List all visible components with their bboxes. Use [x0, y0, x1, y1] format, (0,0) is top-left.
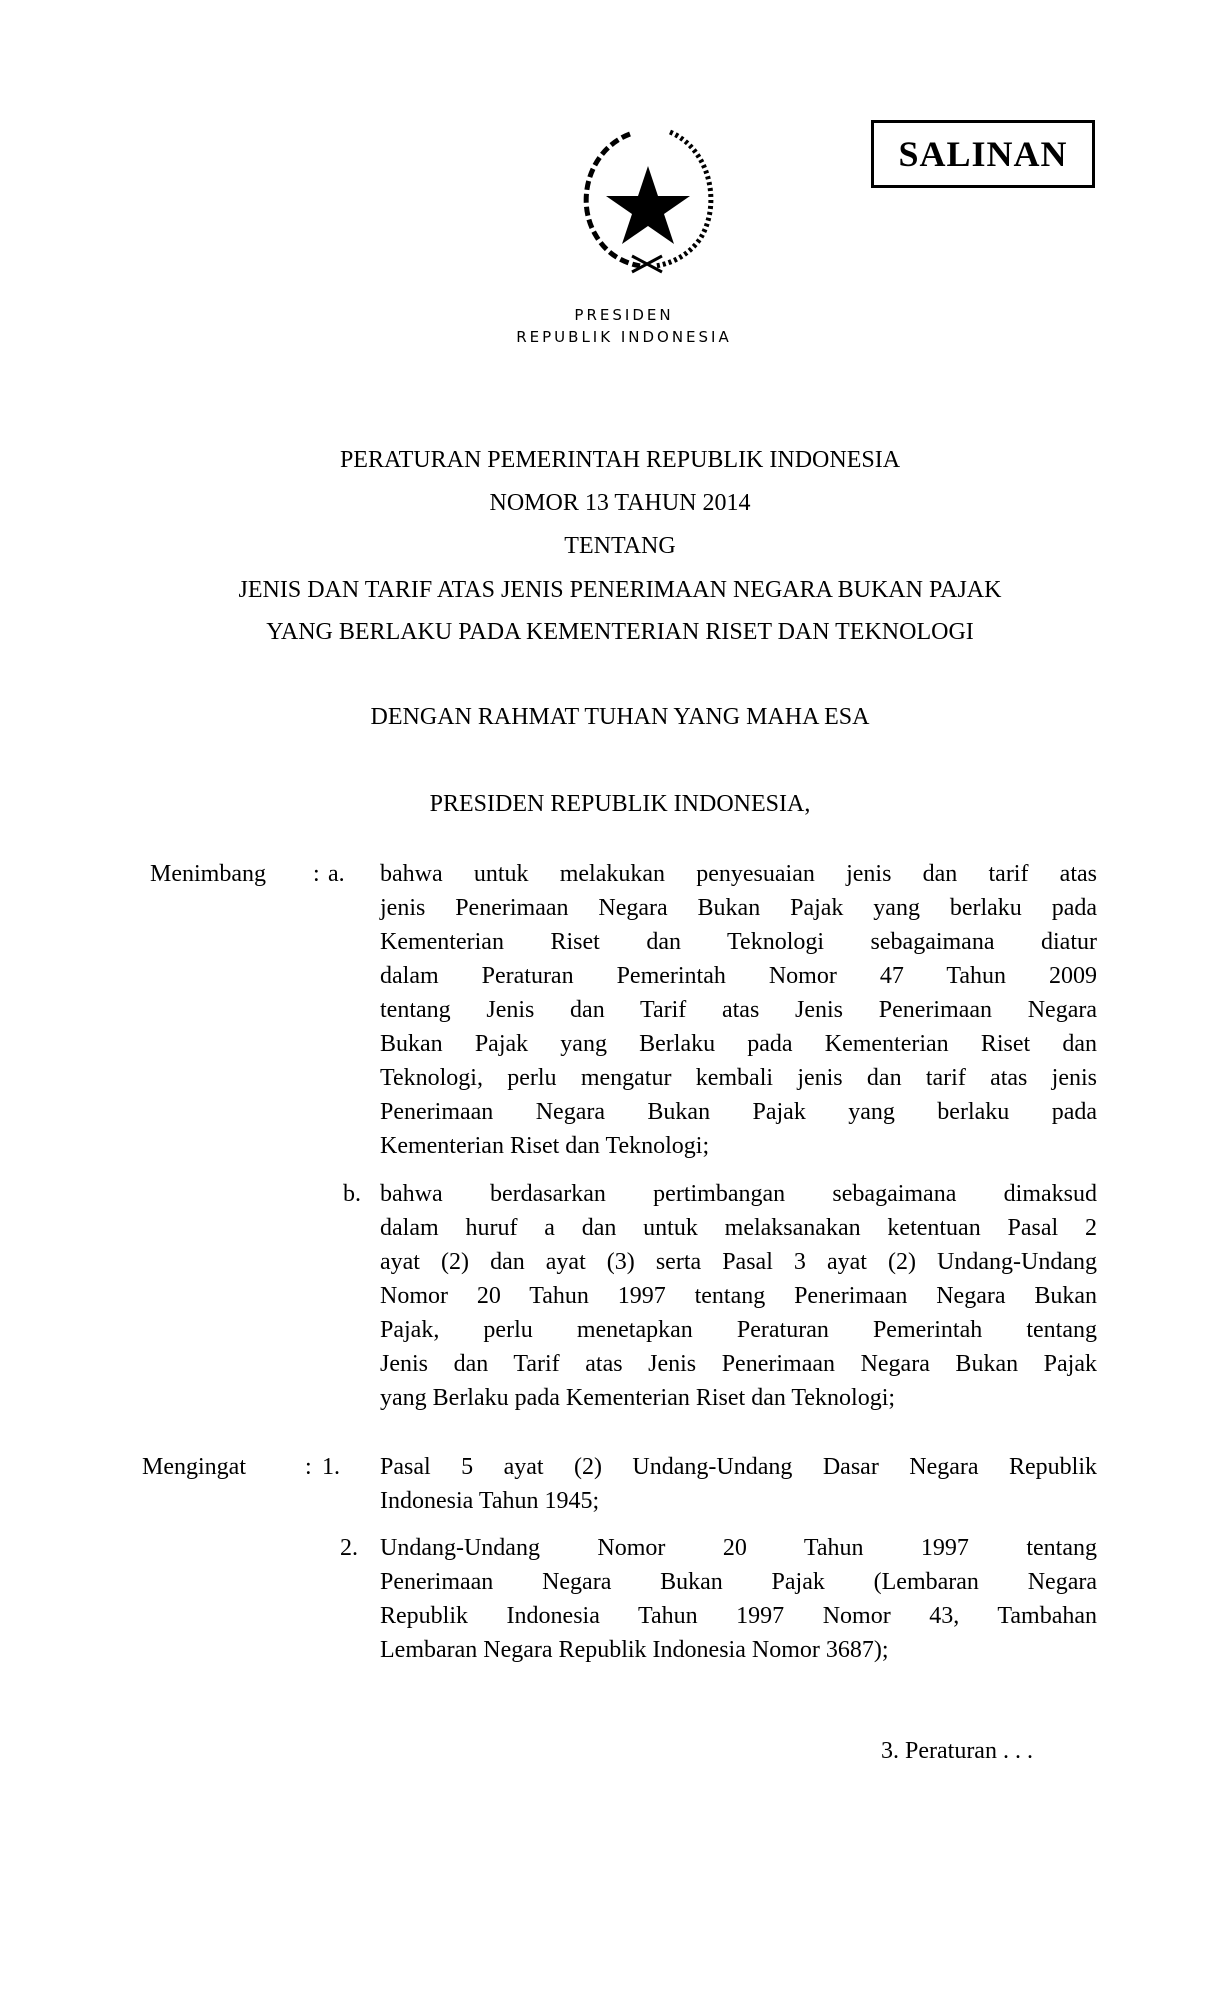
text-line: bahwa berdasarkan pertimbangan sebagaimana dimaksud — [380, 1181, 1097, 1207]
text-line: Teknologi, perlu mengatur kembali jenis dan tarif atas jenis — [380, 1065, 1097, 1091]
garuda-emblem-icon — [570, 124, 726, 274]
item-marker: a. — [328, 861, 345, 887]
text-line: ayat (2) dan ayat (3) serta Pasal 3 ayat (2) Undang-Undang — [380, 1249, 1097, 1275]
mengingat-label: Mengingat — [142, 1454, 246, 1480]
text-line: tentang Jenis dan Tarif atas Jenis Penerimaan Negara — [380, 997, 1097, 1023]
title-line: NOMOR 13 TAHUN 2014 — [489, 490, 751, 516]
text-line: Kementerian Riset dan Teknologi sebagaimana diatur — [380, 929, 1097, 955]
item-marker: 2. — [340, 1535, 358, 1561]
text-line: Republik Indonesia Tahun 1997 Nomor 43, Tambahan — [380, 1603, 1097, 1629]
menimbang-colon: : — [313, 861, 320, 887]
item-marker: b. — [343, 1181, 361, 1207]
letterhead-line-1: PRESIDEN — [574, 306, 674, 324]
mengingat-colon: : — [305, 1454, 312, 1480]
item-marker: 1. — [322, 1454, 340, 1480]
page-continuation: 3. Peraturan . . . — [881, 1738, 1033, 1764]
text-line: bahwa untuk melakukan penyesuaian jenis dan tarif atas — [380, 861, 1097, 887]
title-line: PERATURAN PEMERINTAH REPUBLIK INDONESIA — [339, 447, 901, 473]
text-line: Jenis dan Tarif atas Jenis Penerimaan Negara Bukan Pajak — [380, 1351, 1097, 1377]
president-heading: PRESIDEN REPUBLIK INDONESIA, — [429, 791, 811, 817]
text-line: Penerimaan Negara Bukan Pajak yang berlaku pada — [380, 1099, 1097, 1125]
menimbang-label: Menimbang — [150, 861, 266, 887]
title-line: JENIS DAN TARIF ATAS JENIS PENERIMAAN NEGARA BUKAN PAJAK — [238, 577, 1002, 603]
text-line: yang Berlaku pada Kementerian Riset dan Teknologi; — [380, 1385, 896, 1411]
text-line: Pajak, perlu menetapkan Peraturan Pemerintah tentang — [380, 1317, 1097, 1343]
text-line: jenis Penerimaan Negara Bukan Pajak yang berlaku pada — [380, 895, 1097, 921]
text-line: Penerimaan Negara Bukan Pajak (Lembaran Negara — [380, 1569, 1097, 1595]
text-line: dalam huruf a dan untuk melaksanakan ketentuan Pasal 2 — [380, 1215, 1097, 1241]
invocation: DENGAN RAHMAT TUHAN YANG MAHA ESA — [370, 704, 870, 730]
text-line: Pasal 5 ayat (2) Undang-Undang Dasar Negara Republik — [380, 1454, 1097, 1480]
letterhead-line-2: REPUBLIK INDONESIA — [516, 328, 732, 346]
text-line: Nomor 20 Tahun 1997 tentang Penerimaan Negara Bukan — [380, 1283, 1097, 1309]
text-line: Lembaran Negara Republik Indonesia Nomor 3687); — [380, 1637, 889, 1663]
text-line: Undang-Undang Nomor 20 Tahun 1997 tentang — [380, 1535, 1097, 1561]
title-line: YANG BERLAKU PADA KEMENTERIAN RISET DAN TEKNOLOGI — [266, 619, 974, 645]
text-line: Indonesia Tahun 1945; — [380, 1488, 600, 1514]
text-line: Kementerian Riset dan Teknologi; — [380, 1133, 710, 1159]
text-line: dalam Peraturan Pemerintah Nomor 47 Tahun 2009 — [380, 963, 1097, 989]
text-line: Bukan Pajak yang Berlaku pada Kementerian Riset dan — [380, 1031, 1097, 1057]
salinan-stamp: SALINAN — [871, 120, 1095, 188]
title-line: TENTANG — [564, 533, 676, 559]
